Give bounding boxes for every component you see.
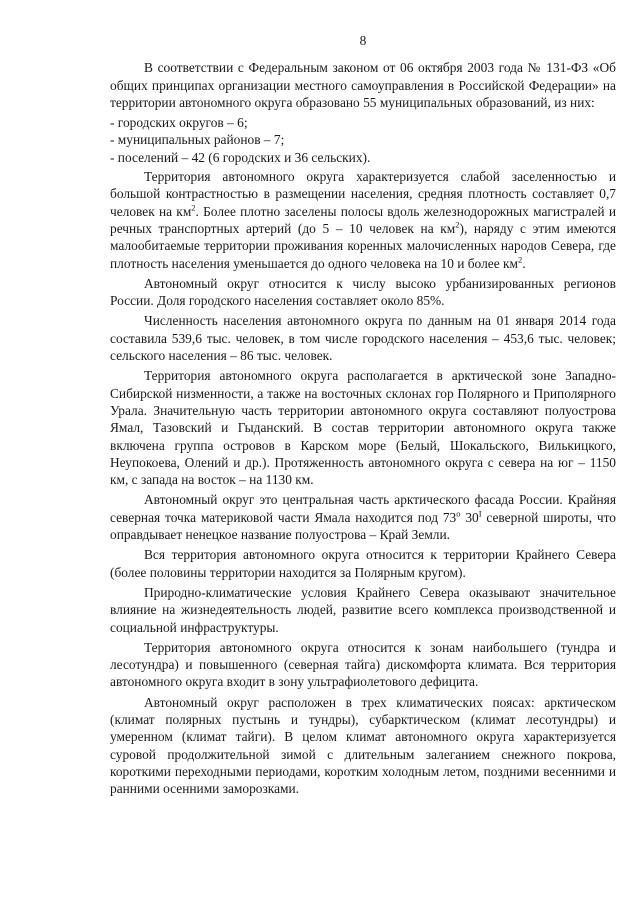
superscript: 2: [517, 254, 523, 265]
municipality-list: [110, 114, 616, 166]
superscript: 2: [191, 202, 196, 213]
intro-paragraph: В соответствии с Федеральным законом от 06 октября 2003 года № 131-ФЗ «Об общих принципах организации местного самоуправления в Российской Федерации» на территории автономного округа образовано 55 муниципальных образований, из них:: [110, 60, 616, 110]
text-segment: Территория автономного округа характеризуется слабой заселенностью и большой контрастностью в размещении населения, средняя плотность составляет 0,7 человек на км: [110, 169, 616, 219]
far-north-paragraph: Вся территория автономного округа относится к территории Крайнего Севера (более половины территории находится за Полярным кругом).: [110, 547, 616, 580]
territory-paragraph: Территория автономного округа располагается в арктической зоне Западно-Сибирской низменности, а также на восточных склонах гор Полярного и Приполярного Урала. Значительную часть территории автономного округа составляют полуострова Ямал, Тазовский и Гыданский. В состав территории автономного округа также включена группа островов в Карском море (Белый, Шокальского, Вилькицкого, Неупокоева, Олений и др.). Протяженность автономного округа с севера на юг – 1150 км, с запада на восток – на 1130 км.: [110, 368, 616, 488]
population-count-paragraph: Численность населения автономного округа по данным на 01 января 2014 года составила 539,6 тыс. человек, в том числе городского населения – 453,6 тыс. человек; сельского населения – 86 тыс. человек.: [110, 313, 616, 364]
text-segment: Автономный округ это центральная часть арктического фасада России. Крайняя северная точка материковой части Ямала находится под 73: [110, 492, 616, 525]
text-segment: ), наряду с этим имеются малообитаемые территории проживания коренных малочисленных народов Севера, где плотность населения уменьшается до одного человека на 10 и более км: [110, 220, 616, 271]
list-item: - муниципальных районов – 7;: [110, 132, 285, 148]
superscript: о: [456, 508, 461, 519]
text-segment: 30: [460, 509, 479, 525]
text-segment: северной широты, что оправдывает ненецкое название полуострова – Край Земли.: [110, 509, 616, 543]
climate-conditions-paragraph: Природно-климатические условия Крайнего Севера оказывают значительное влияние на жизнедеятельность людей, развитие всего комплекса производственной и социальной инфраструктуры.: [110, 584, 616, 635]
text-segment: .: [522, 255, 526, 271]
list-item: - городских округов – 6;: [110, 115, 248, 131]
list-item: - поселений – 42 (6 городских и 36 сельских).: [110, 149, 371, 165]
page-number: 8: [359, 33, 367, 48]
discomfort-paragraph: Территория автономного округа относится к зонам наибольшего (тундра и лесотундра) и повышенного (северная тайга) дискомфорта климата. Вся территория автономного округа входит в зону ультрафиолетового дефицита.: [110, 639, 616, 690]
text-segment: . Более плотно заселены полосы вдоль железнодорожных магистралей и речных транспортных артерий (до 5 – 10 человек на км: [110, 203, 616, 236]
superscript: 2: [455, 219, 460, 230]
urbanization-paragraph: Автономный округ относится к числу высоко урбанизированных регионов России. Доля городского населения составляет около 85%.: [110, 275, 616, 309]
population-density-paragraph: [110, 168, 616, 272]
climate-zones-paragraph: Автономный округ расположен в трех климатических поясах: арктическом (климат полярных пустынь и тундры), субарктическом (климат лесотундры) и умеренном (климат тайги). В целом климат автономного округа характеризуется суровой продолжительной зимой с длительным залеганием снежного покрова, короткими переходными периодами, коротким холодным летом, поздними весенними и ранними осенними заморозками.: [110, 694, 616, 797]
superscript: I: [478, 508, 482, 519]
arctic-facade-paragraph: [110, 491, 616, 543]
